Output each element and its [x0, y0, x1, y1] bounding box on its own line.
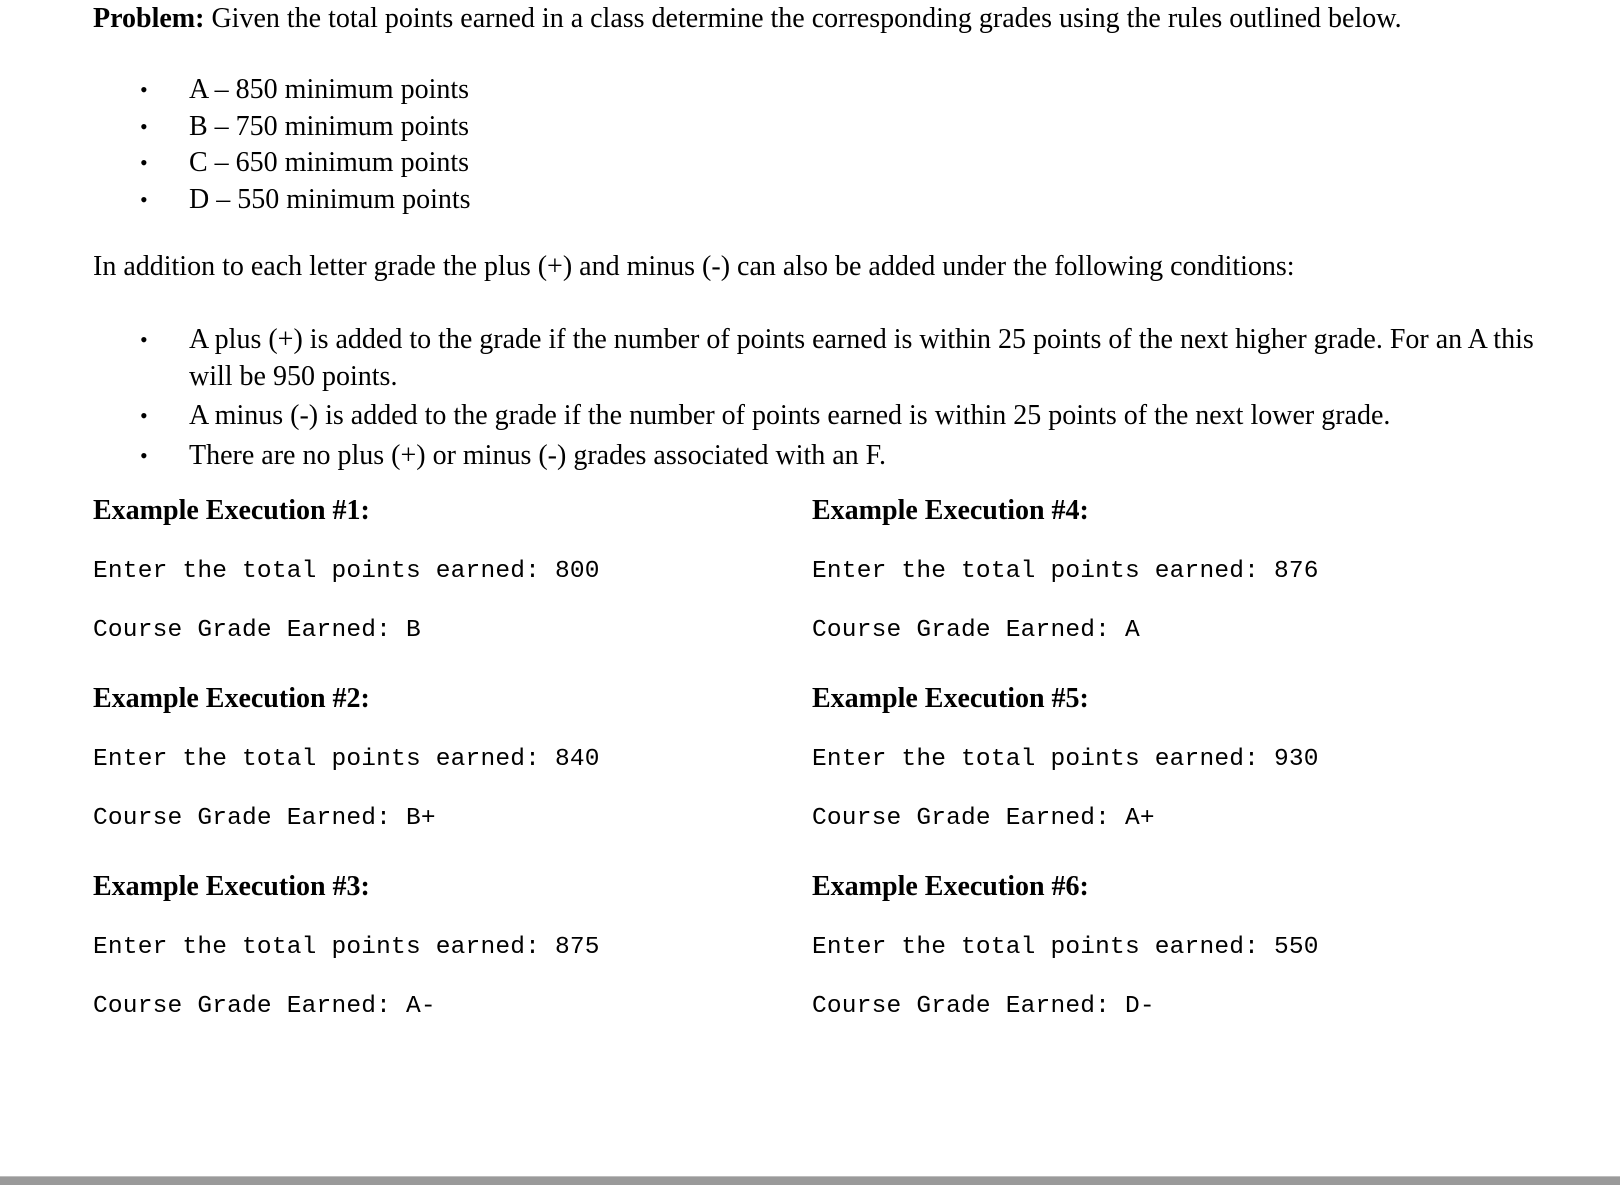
- example-execution-1: [93, 494, 793, 646]
- example-prompt: Enter the total points earned: 876: [812, 558, 1319, 585]
- grade-rule-d: • D – 550 minimum points: [0, 182, 471, 219]
- condition-minus: • A minus (-) is added to the grade if the number of points earned is within 25 points of the next lower grade.: [0, 398, 1560, 435]
- example-prompt: Enter the total points earned: 800: [93, 558, 600, 585]
- example-result: Course Grade Earned: A-: [93, 993, 436, 1020]
- example-result: Course Grade Earned: D-: [812, 993, 1155, 1020]
- problem-label: Problem:: [93, 3, 205, 34]
- grade-rules-list: [0, 72, 471, 218]
- example-execution-6: [812, 870, 1512, 1022]
- example-prompt: Enter the total points earned: 840: [93, 746, 600, 773]
- conditions-list: [0, 322, 1560, 477]
- example-title: Example Execution #3:: [93, 871, 370, 902]
- example-result: Course Grade Earned: B+: [93, 805, 436, 832]
- problem-text: Given the total points earned in a class determine the corresponding grades using the rules outlined below.: [204, 3, 1402, 34]
- example-title: Example Execution #2:: [93, 683, 370, 714]
- example-title: Example Execution #4:: [812, 495, 1089, 526]
- condition-f: • There are no plus (+) or minus (-) grades associated with an F.: [0, 438, 1560, 475]
- grade-rule-b: • B – 750 minimum points: [0, 109, 471, 146]
- example-result: Course Grade Earned: B: [93, 617, 421, 644]
- example-result: Course Grade Earned: A+: [812, 805, 1155, 832]
- example-result: Course Grade Earned: A: [812, 617, 1140, 644]
- example-title: Example Execution #6:: [812, 871, 1089, 902]
- example-execution-5: [812, 682, 1512, 834]
- example-execution-4: [812, 494, 1512, 646]
- example-title: Example Execution #5:: [812, 683, 1089, 714]
- example-execution-3: [93, 870, 793, 1022]
- addition-paragraph: In addition to each letter grade the plus (+) and minus (-) can also be added under the following conditions:: [93, 251, 1295, 282]
- example-execution-2: [93, 682, 793, 834]
- example-prompt: Enter the total points earned: 550: [812, 934, 1319, 961]
- example-prompt: Enter the total points earned: 875: [93, 934, 600, 961]
- example-title: Example Execution #1:: [93, 495, 370, 526]
- example-prompt: Enter the total points earned: 930: [812, 746, 1319, 773]
- condition-plus: • A plus (+) is added to the grade if the number of points earned is within 25 points of the next higher grade. For an A this will be 950 points.: [0, 322, 1560, 395]
- problem-statement: [93, 2, 1573, 36]
- grade-rule-c: • C – 650 minimum points: [0, 145, 471, 182]
- grade-rule-a: • A – 850 minimum points: [0, 72, 471, 109]
